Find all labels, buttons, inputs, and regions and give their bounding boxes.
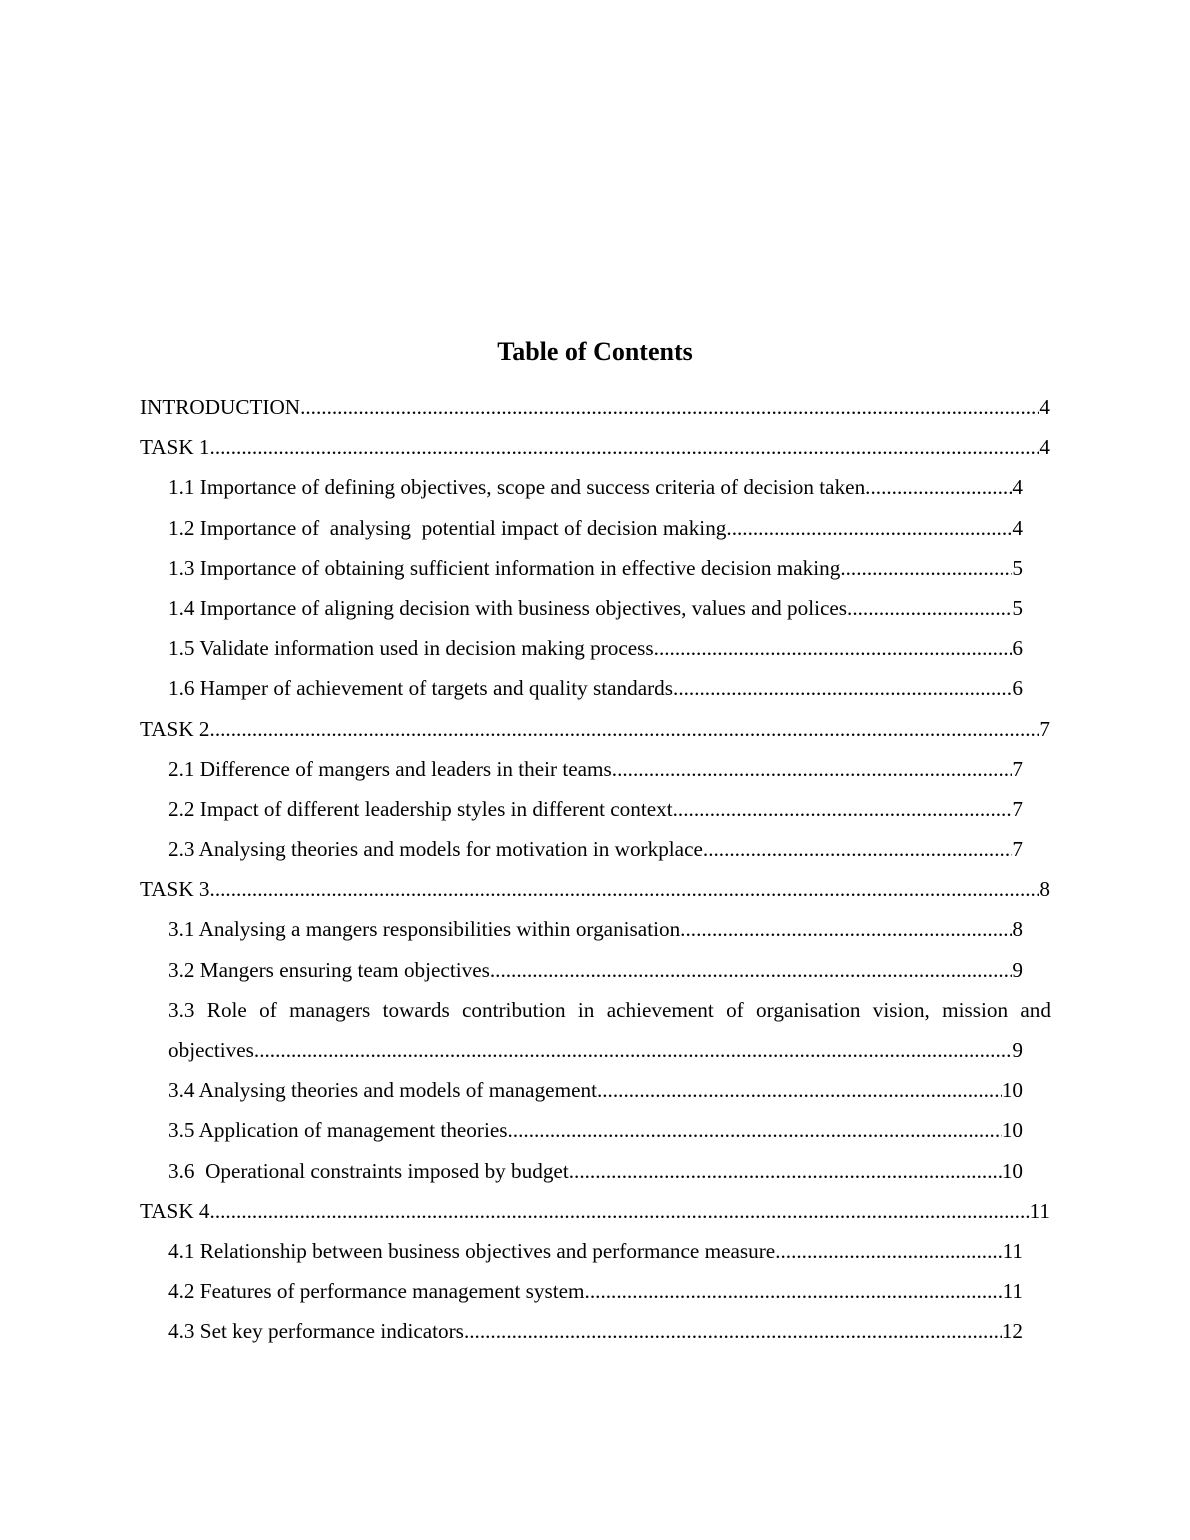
- toc-entry-label: TASK 3: [140, 877, 210, 902]
- toc-entry-page: 12: [1001, 1319, 1023, 1344]
- dot-leader: [210, 427, 1040, 467]
- toc-entry-1-5[interactable]: [168, 628, 1023, 668]
- toc-entry-label: 3.2 Mangers ensuring team objectives: [168, 957, 490, 982]
- toc-entry-label: INTRODUCTION: [140, 395, 301, 419]
- toc-entry-2-3[interactable]: [168, 829, 1023, 869]
- toc-entry-label-line2: objectives: [168, 1038, 254, 1062]
- toc-entry-page: 4: [1039, 435, 1050, 460]
- toc-entry-page: 8: [1039, 877, 1050, 902]
- page-title: Table of Contents: [497, 337, 693, 366]
- toc-entry-3-3[interactable]: [168, 990, 1051, 1070]
- toc-entry-label: 1.5 Validate information used in decision making process: [168, 636, 654, 661]
- toc-entry-4-1[interactable]: [168, 1231, 1023, 1271]
- toc-entry-page: 10: [1001, 1158, 1023, 1183]
- toc-entry-label: 4.3 Set key performance indicators: [168, 1319, 464, 1344]
- dot-leader: [726, 508, 1012, 548]
- dot-leader: [210, 1191, 1030, 1231]
- dot-leader: [490, 950, 1013, 990]
- toc-entry-1-2[interactable]: [168, 508, 1023, 548]
- dot-leader: [673, 668, 1012, 708]
- dot-leader: [703, 829, 1013, 869]
- dot-leader: [569, 1151, 1002, 1191]
- dot-leader: [508, 1110, 1002, 1150]
- toc-entry-1-1[interactable]: [168, 467, 1023, 507]
- toc-entry-1-6[interactable]: [168, 668, 1023, 708]
- toc-entry-label: 1.6 Hamper of achievement of targets and quality standards: [168, 676, 674, 701]
- toc-entry-page: 7: [1012, 796, 1023, 821]
- toc-entry-page: 6: [1012, 636, 1023, 661]
- toc-entry-task-1[interactable]: [140, 427, 1050, 467]
- toc-entry-page: 11: [1002, 1279, 1023, 1304]
- toc-entry-task-3[interactable]: [140, 869, 1050, 909]
- toc-entry-3-5[interactable]: [168, 1110, 1023, 1150]
- dot-leader: [464, 1311, 1002, 1351]
- toc-entry-page: 10: [1001, 1078, 1023, 1103]
- toc-entry-label: 1.4 Importance of aligning decision with business objectives, values and polices: [168, 595, 848, 620]
- toc-entry-page: 5: [1012, 595, 1023, 620]
- toc-entry-introduction[interactable]: [140, 387, 1050, 427]
- dot-leader: [210, 869, 1040, 909]
- dot-leader: [680, 909, 1012, 949]
- dot-leader: [585, 1271, 1003, 1311]
- toc-entry-label: 1.1 Importance of defining objectives, scope and success criteria of decision taken: [168, 475, 866, 500]
- toc-entry-page: 8: [1012, 917, 1023, 942]
- dot-leader: [673, 789, 1013, 829]
- toc-entry-3-1[interactable]: [168, 909, 1023, 949]
- toc-entry-label: TASK 1: [140, 435, 210, 460]
- toc-entry-task-4[interactable]: [140, 1191, 1050, 1231]
- toc-entry-1-3[interactable]: [168, 548, 1023, 588]
- dot-leader: [612, 749, 1013, 789]
- dot-leader: [847, 588, 1012, 628]
- toc-entry-label: 1.3 Importance of obtaining sufficient information in effective decision making: [168, 555, 841, 580]
- dot-leader: [775, 1231, 1002, 1271]
- toc-entry-label: 2.3 Analysing theories and models for motivation in workplace: [168, 837, 703, 862]
- toc-entry-4-2[interactable]: [168, 1271, 1023, 1311]
- toc-entry-page: 9: [1012, 957, 1023, 982]
- toc-entry-3-4[interactable]: [168, 1070, 1023, 1110]
- dot-leader: [300, 387, 1039, 427]
- toc-entry-label: TASK 4: [140, 1198, 210, 1223]
- toc-entry-page: 7: [1012, 837, 1023, 862]
- toc-entry-page: 10: [1001, 1118, 1023, 1143]
- dot-leader: [597, 1070, 1002, 1110]
- toc-entry-page: 4: [1012, 515, 1023, 540]
- toc-entry-1-4[interactable]: [168, 588, 1023, 628]
- toc-entry-label: 2.1 Difference of mangers and leaders in their teams: [168, 756, 612, 781]
- toc-entry-label-line1: 3.3 Role of managers towards contribution in achievement of organisation vision, mission and: [168, 997, 1051, 1022]
- toc-entry-label: 3.5 Application of management theories: [168, 1118, 508, 1143]
- toc-entry-2-1[interactable]: [168, 749, 1023, 789]
- toc-entry-3-2[interactable]: [168, 950, 1023, 990]
- toc-entry-label: 3.6 Operational constraints imposed by budget: [168, 1158, 569, 1183]
- toc-entry-label: 4.1 Relationship between business objectives and performance measure: [168, 1238, 776, 1263]
- dot-leader: [210, 709, 1040, 749]
- toc-entry-task-2[interactable]: [140, 709, 1050, 749]
- dot-leader: [865, 467, 1012, 507]
- toc-entry-page: 11: [1029, 1198, 1050, 1223]
- toc-entry-label: TASK 2: [140, 716, 210, 741]
- toc-entry-page: 7: [1012, 756, 1023, 781]
- table-of-contents: [140, 387, 1051, 1352]
- toc-entry-page: 4: [1039, 395, 1050, 419]
- toc-entry-page: 6: [1012, 676, 1023, 701]
- toc-entry-2-2[interactable]: [168, 789, 1023, 829]
- toc-entry-4-3[interactable]: [168, 1311, 1023, 1351]
- toc-entry-page: 7: [1039, 716, 1050, 741]
- toc-entry-page: 9: [1012, 1038, 1023, 1062]
- toc-entry-3-6[interactable]: [168, 1151, 1023, 1191]
- dot-leader: [254, 1030, 1013, 1070]
- toc-entry-page: 11: [1002, 1238, 1023, 1263]
- dot-leader: [840, 548, 1012, 588]
- dot-leader: [654, 628, 1013, 668]
- toc-entry-label: 2.2 Impact of different leadership styles in different context: [168, 796, 673, 821]
- toc-entry-label: 3.4 Analysing theories and models of management: [168, 1078, 597, 1103]
- toc-entry-label: 3.1 Analysing a mangers responsibilities within organisation: [168, 917, 681, 942]
- toc-entry-page: 4: [1012, 475, 1023, 500]
- toc-entry-label: 4.2 Features of performance management system: [168, 1279, 585, 1304]
- toc-entry-page: 5: [1012, 555, 1023, 580]
- toc-entry-label: 1.2 Importance of analysing potential impact of decision making: [168, 515, 727, 540]
